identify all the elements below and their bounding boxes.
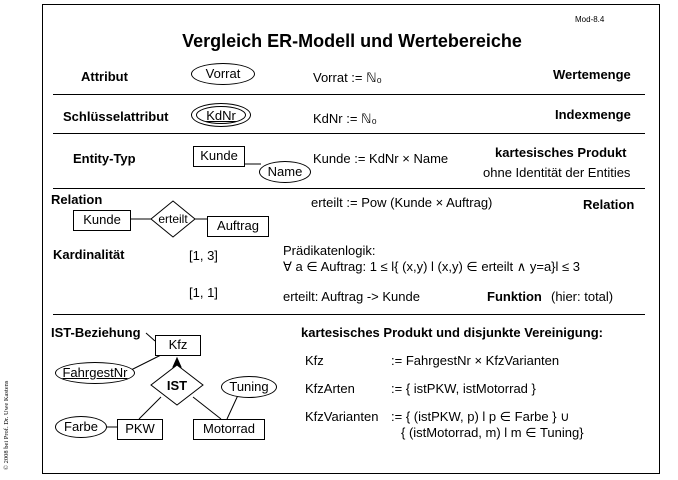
formula-kunde: Kunde := KdNr × Name xyxy=(313,151,449,166)
def-kfzarten-lhs: KfzArten xyxy=(305,381,355,396)
copyright-notice: © 2008 bei Prof. Dr. Uwe Kastens xyxy=(3,380,10,470)
label-entity-typ: Entity-Typ xyxy=(73,151,136,166)
def-kfzvarianten-rhs: := { (istPKW, p) l p ∈ Farbe } ∪ xyxy=(391,409,570,424)
def-kfzvarianten-continuation: { (istMotorrad, m) l m ∈ Tuning} xyxy=(401,425,584,440)
kind-wertemenge: Wertemenge xyxy=(553,67,631,82)
kind-kartesisches-produkt: kartesisches Produkt xyxy=(495,145,627,160)
key-attribute-fahrgestnr: FahrgestNr xyxy=(62,365,128,380)
key-attribute-kdnr: KdNr xyxy=(206,108,236,123)
ellipse-fahrgestnr xyxy=(55,362,135,384)
formula-erteilt: erteilt := Pow (Kunde × Auftrag) xyxy=(311,195,493,210)
label-schluesselattribut: Schlüsselattribut xyxy=(63,109,169,124)
def-kfzarten-rhs: := { istPKW, istMotorrad } xyxy=(391,381,536,396)
diamond-erteilt: erteilt xyxy=(158,212,188,226)
formula-vorrat: Vorrat := ℕ₀ xyxy=(313,70,382,85)
label-attribut: Attribut xyxy=(81,69,128,84)
label-kardinalitaet: Kardinalität xyxy=(53,247,125,262)
ist-diagram xyxy=(43,5,661,475)
formula-kdnr: KdNr := ℕ₀ xyxy=(313,111,377,126)
relation-kunde: Kunde xyxy=(73,210,131,231)
funktion-note: (hier: total) xyxy=(551,289,614,304)
entity-kunde: Kunde xyxy=(193,146,245,167)
entity-kfz: Kfz xyxy=(155,335,201,356)
ellipse-tuning: Tuning xyxy=(221,376,277,398)
praedikat-title: Prädikatenlogik: xyxy=(283,243,376,258)
funktion-formula: erteilt: Auftrag -> Kunde xyxy=(283,289,420,304)
ist-heading: kartesisches Produkt und disjunkte Vereinigung: xyxy=(301,325,603,340)
slide-frame xyxy=(42,4,660,474)
funktion-label: Funktion xyxy=(487,289,542,304)
entity-motorrad: Motorrad xyxy=(193,419,265,440)
kind-indexmenge: Indexmenge xyxy=(555,107,631,122)
ellipse-name: Name xyxy=(259,161,311,183)
label-ist-beziehung: IST-Beziehung xyxy=(51,325,141,340)
ellipse-farbe: Farbe xyxy=(55,416,107,438)
diamond-ist: IST xyxy=(166,378,188,393)
kardinalitaet-1-1: [1, 1] xyxy=(189,285,218,300)
slide-id: Mod-8.4 xyxy=(575,15,605,24)
label-relation: Relation xyxy=(51,192,103,207)
def-kfzvarianten-lhs: KfzVarianten xyxy=(305,409,379,424)
note-ohne-identitaet: ohne Identität der Entities xyxy=(483,165,631,180)
kind-relation: Relation xyxy=(583,197,635,212)
def-kfz-rhs: := FahrgestNr × KfzVarianten xyxy=(391,353,560,368)
praedikat-formula: ∀ a ∈ Auftrag: 1 ≤ l{ (x,y) l (x,y) ∈ erteilt ∧ y=a}l ≤ 3 xyxy=(283,259,581,274)
ellipse-vorrat: Vorrat xyxy=(191,63,255,85)
entity-pkw: PKW xyxy=(117,419,163,440)
relation-auftrag: Auftrag xyxy=(207,216,269,237)
kardinalitaet-1-3: [1, 3] xyxy=(189,248,218,263)
slide-title: Vergleich ER-Modell und Wertebereiche xyxy=(182,31,522,51)
def-kfz-lhs: Kfz xyxy=(305,353,324,368)
